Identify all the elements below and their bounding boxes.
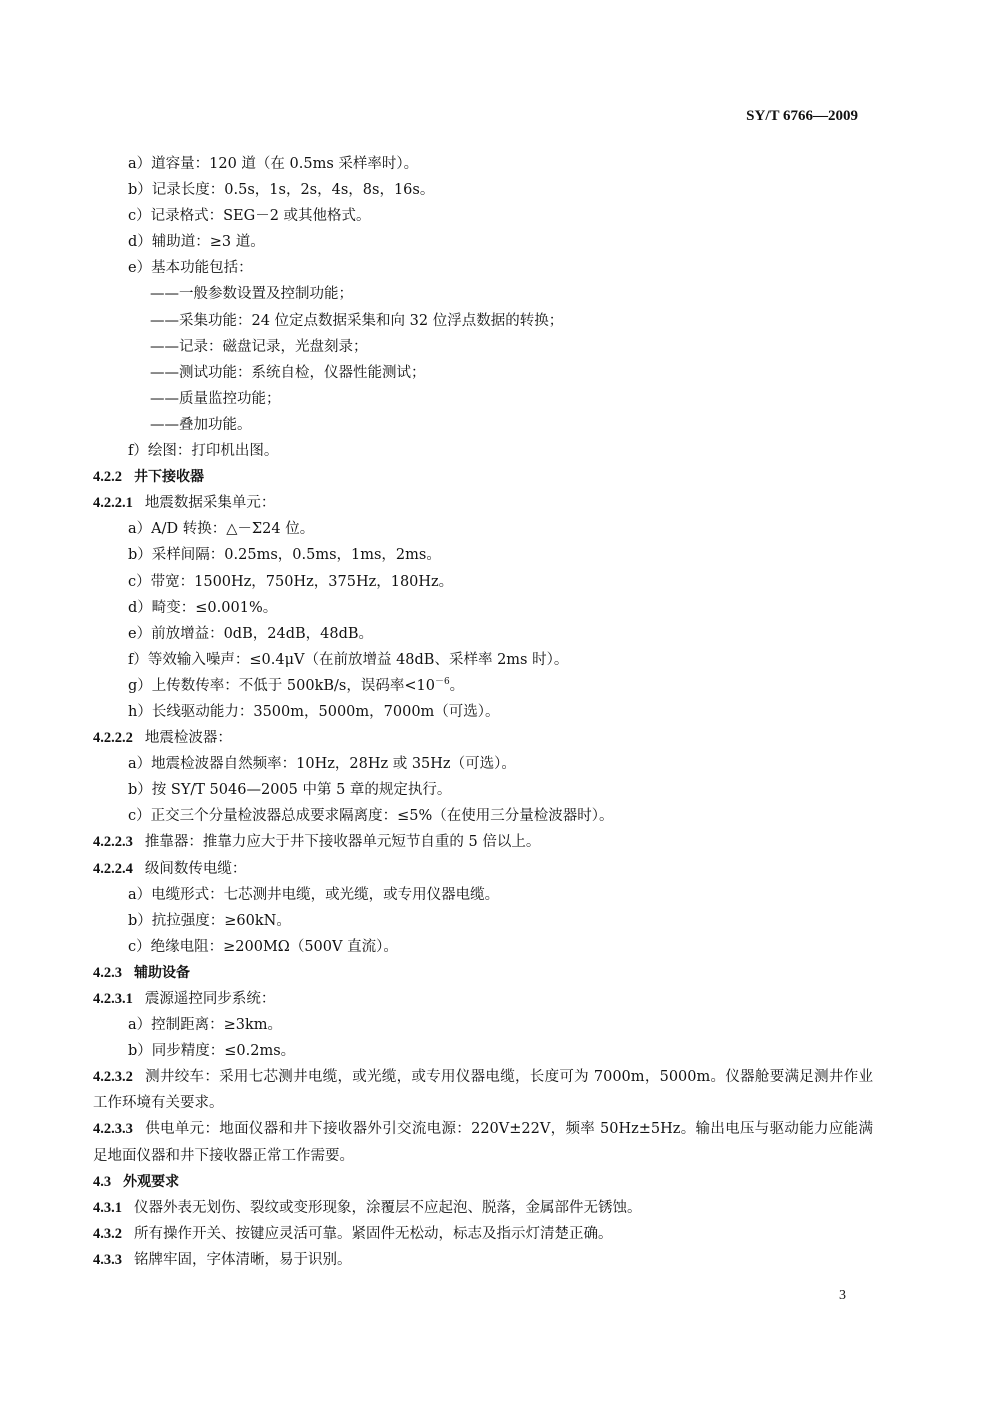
section-heading <box>93 960 873 986</box>
section-number: 4.2.2.1 <box>93 495 133 512</box>
section-number: 4.2.3.1 <box>93 991 133 1007</box>
list-item: c）绝缘电阻：≥200MΩ（500V 直流）。 <box>128 938 398 955</box>
subsection-paragraph <box>93 1221 873 1247</box>
section-title: 井下接收器 <box>134 469 204 486</box>
list-item: a）电缆形式：七芯测井电缆，或光缆，或专用仪器电缆。 <box>128 886 500 903</box>
paragraph-text: 推靠器：推靠力应大于井下接收器单元短节自重的 5 倍以上。 <box>144 834 541 851</box>
subsection-paragraph <box>93 1247 873 1273</box>
subsection-heading <box>93 856 873 882</box>
subsection-paragraph <box>93 1064 873 1116</box>
list-item: a）地震检波器自然频率：10Hz，28Hz 或 35Hz（可选）。 <box>128 756 516 773</box>
page-number: 3 <box>839 1288 846 1303</box>
dash-item: ——记录：磁盘记录，光盘刻录； <box>150 338 368 355</box>
list-item: f）等效输入噪声：≤0.4μV（在前放增益 48dB、采样率 2ms 时）。 <box>128 651 569 668</box>
document-body <box>93 151 873 1273</box>
section-title: 地震数据采集单元： <box>144 495 276 512</box>
section-number: 4.2.3.2 <box>93 1069 133 1086</box>
paragraph-text: 测井绞车：采用七芯测井电缆，或光缆，或专用仪器电缆，长度可为 7000m，5000m。仪器舱要满足测井作业工作环境有关要求。 <box>93 1069 873 1112</box>
list-item: b）采样间隔：0.25ms，0.5ms，1ms，2ms。 <box>128 547 441 564</box>
subsection-heading <box>93 490 873 516</box>
section-title: 震源遥控同步系统： <box>144 991 276 1007</box>
section-number: 4.3.2 <box>93 1225 122 1242</box>
subsection-heading <box>93 986 873 1012</box>
list-item: b）记录长度：0.5s，1s，2s，4s，8s，16s。 <box>128 182 435 199</box>
list-item <box>93 673 873 699</box>
list-item: b）同步精度：≤0.2ms。 <box>128 1043 296 1060</box>
section-heading <box>93 464 873 490</box>
list-item: c）正交三个分量检波器总成要求隔离度：≤5%（在使用三分量检波器时）。 <box>128 808 614 825</box>
dash-item: ——质量监控功能； <box>150 390 281 407</box>
section-title: 辅助设备 <box>134 964 190 981</box>
section-number: 4.3.3 <box>93 1251 122 1268</box>
list-item: a）A/D 转换：△－Σ24 位。 <box>128 521 315 538</box>
subsection-paragraph <box>93 1116 873 1168</box>
list-item: f）绘图：打印机出图。 <box>128 443 279 460</box>
list-item-text: g）上传数传率：不低于 500kB/s，误码率<10 <box>128 677 435 694</box>
section-heading <box>93 1169 873 1195</box>
section-number: 4.2.2.3 <box>93 834 133 851</box>
dash-item: ——叠加功能。 <box>150 416 252 433</box>
standard-header: SY/T 6766—2009 <box>746 108 858 124</box>
section-number: 4.2.2.2 <box>93 730 133 747</box>
list-item-end: 。 <box>449 677 465 694</box>
section-number: 4.2.2.4 <box>93 860 133 877</box>
list-item: a）控制距离：≥3km。 <box>128 1017 283 1034</box>
list-item: h）长线驱动能力：3500m，5000m，7000m（可选）。 <box>128 703 500 720</box>
section-title: 级间数传电缆： <box>144 860 247 877</box>
dash-item: ——一般参数设置及控制功能； <box>150 286 353 303</box>
list-item: e）基本功能包括： <box>128 260 253 277</box>
paragraph-text: 所有操作开关、按键应灵活可靠。紧固件无松动，标志及指示灯清楚正确。 <box>134 1225 613 1242</box>
dash-item: ——测试功能：系统自检，仪器性能测试； <box>150 364 426 381</box>
list-item: c）带宽：1500Hz，750Hz，375Hz，180Hz。 <box>128 573 454 590</box>
dash-item: ——采集功能：24 位定点数据采集和向 32 位浮点数据的转换； <box>150 312 564 329</box>
paragraph-text: 铭牌牢固，字体清晰，易于识别。 <box>134 1251 352 1268</box>
section-number: 4.3.1 <box>93 1199 122 1216</box>
list-item: a）道容量：120 道（在 0.5ms 采样率时）。 <box>128 156 419 172</box>
list-item: d）辅助道：≥3 道。 <box>128 234 265 251</box>
paragraph-text: 供电单元：地面仪器和井下接收器外引交流电源：220V±22V，频率 50Hz±5Hz。输出电压与驱动能力应能满足地面仪器和井下接收器正常工作需要。 <box>93 1121 873 1164</box>
section-number: 4.2.3 <box>93 964 122 981</box>
subsection-paragraph <box>93 1195 873 1221</box>
subsection-paragraph <box>93 829 873 855</box>
superscript: －6 <box>434 677 450 688</box>
list-item: e）前放增益：0dB，24dB，48dB。 <box>128 625 374 642</box>
list-item: b）抗拉强度：≥60kN。 <box>128 912 291 929</box>
subsection-heading <box>93 725 873 751</box>
list-item: b）按 SY/T 5046—2005 中第 5 章的规定执行。 <box>128 782 452 799</box>
section-title: 地震检波器： <box>144 730 232 747</box>
paragraph-text: 仪器外表无划伤、裂纹或变形现象，涂覆层不应起泡、脱落，金属部件无锈蚀。 <box>134 1199 642 1216</box>
list-item: c）记录格式：SEG－2 或其他格式。 <box>128 208 371 225</box>
section-number: 4.3 <box>93 1173 112 1190</box>
section-number: 4.2.2 <box>93 469 122 486</box>
section-title: 外观要求 <box>123 1173 180 1190</box>
list-item: d）畸变：≤0.001%。 <box>128 599 278 616</box>
section-number: 4.2.3.3 <box>93 1121 133 1138</box>
